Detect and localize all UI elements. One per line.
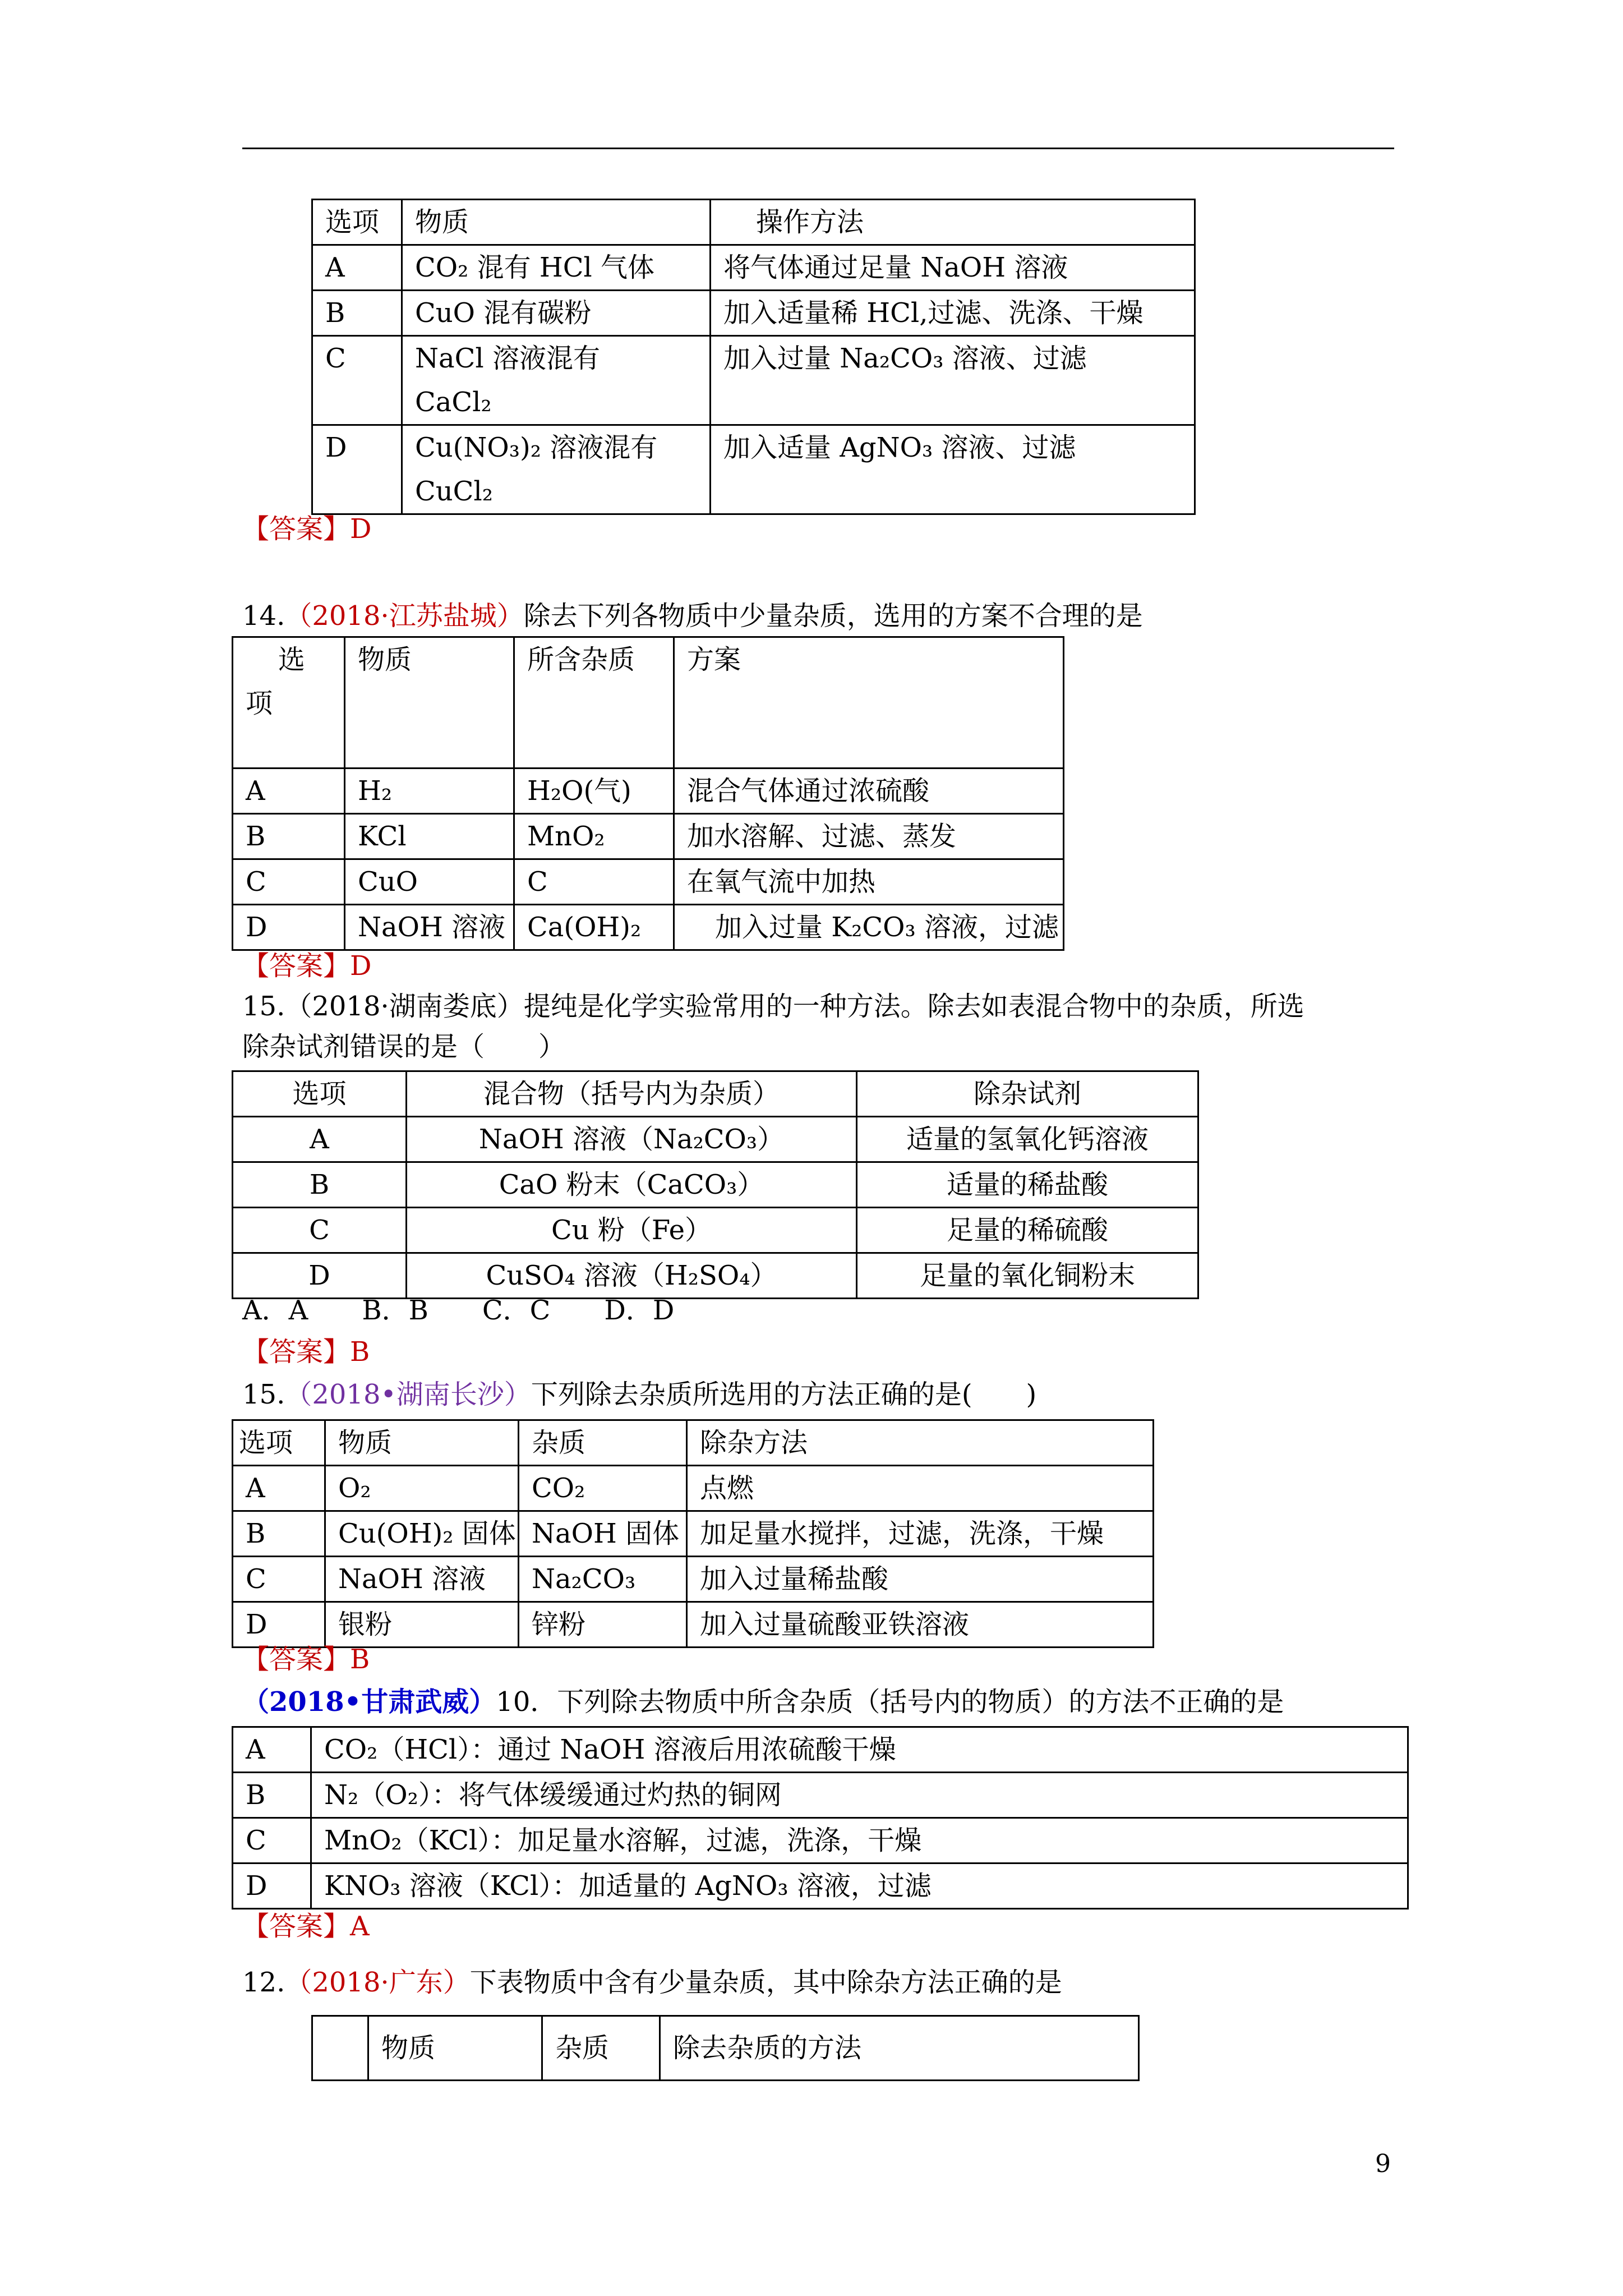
table-cell: 足量的稀硫酸 — [857, 1208, 1198, 1253]
table-cell: Na₂CO₃ — [519, 1557, 687, 1602]
table-cell: 加入适量稀 HCl,过滤、洗涤、干燥 — [711, 291, 1195, 336]
table-cell: 选项 — [233, 1420, 325, 1466]
table-cell: 杂质 — [519, 1420, 687, 1466]
question-stem: 10．下列除去物质中所含杂质（括号内的物质）的方法不正确的是 — [496, 1686, 1284, 1718]
table-row — [233, 1117, 1198, 1162]
table-row — [312, 291, 1195, 336]
table-cell: 所含杂质 — [514, 637, 674, 769]
table-cell: D — [233, 1602, 325, 1648]
table-cell — [674, 905, 1064, 950]
table-cell: CuSO₄ 溶液（H₂SO₄） — [407, 1253, 857, 1299]
table-cell: C — [312, 336, 402, 425]
q12-table — [311, 2015, 1140, 2081]
table-cell: D — [233, 1253, 407, 1299]
question-15b — [242, 1378, 1036, 1411]
table-row — [233, 905, 1064, 950]
table-cell: 混合物（括号内为杂质） — [407, 1071, 857, 1117]
table-cell: A — [312, 245, 402, 291]
table-cell: 将气体通过足量 NaOH 溶液 — [711, 245, 1195, 291]
table-cell: MnO₂ — [514, 814, 674, 859]
question-source: （2018•甘肃武威） — [242, 1686, 496, 1718]
table-row — [233, 1818, 1408, 1864]
question-source: （2018·江苏盐城） — [285, 600, 524, 632]
table-cell: CuO 混有碳粉 — [402, 291, 711, 336]
header-rule — [242, 148, 1394, 149]
table-cell — [402, 336, 711, 425]
table-cell: Cu 粉（Fe） — [407, 1208, 857, 1253]
table-cell — [233, 637, 345, 769]
table-cell: CO₂（HCl）：通过 NaOH 溶液后用浓硫酸干燥 — [311, 1727, 1408, 1773]
question-14 — [242, 599, 1143, 633]
answer: 【答案】A — [242, 1911, 370, 1942]
table-cell: C — [514, 859, 674, 905]
cell-line: Cu(NO₃)₂ 溶液混有 — [415, 432, 658, 463]
answer: 【答案】B — [242, 1336, 370, 1368]
table-cell: 加足量水搅拌，过滤，洗涤，干燥 — [687, 1511, 1154, 1557]
q15b-table — [232, 1419, 1154, 1648]
table-cell: A — [233, 1466, 325, 1511]
table-cell: KNO₃ 溶液（KCl）：加适量的 AgNO₃ 溶液，过滤 — [311, 1864, 1408, 1909]
table-row — [233, 859, 1064, 905]
table-cell: 加入过量 Na₂CO₃ 溶液、过滤 — [711, 336, 1195, 425]
table-cell-text: 操作方法 — [756, 206, 864, 238]
table-cell: D — [233, 905, 345, 950]
table-cell: 加入过量稀盐酸 — [687, 1557, 1154, 1602]
table-cell: MnO₂（KCl）：加足量水溶解，过滤，洗涤，干燥 — [311, 1818, 1408, 1864]
answer: 【答案】B — [242, 1644, 370, 1675]
table-cell — [402, 425, 711, 514]
table-cell: 适量的氢氧化钙溶液 — [857, 1117, 1198, 1162]
table-cell: B — [312, 291, 402, 336]
table-row — [233, 1162, 1198, 1208]
cell-line: CuCl₂ — [415, 476, 493, 507]
table-cell: A — [233, 1117, 407, 1162]
table-cell: H₂ — [345, 769, 514, 814]
cell-line: NaCl 溶液混有 — [415, 343, 600, 374]
table-cell: CaO 粉末（CaCO₃） — [407, 1162, 857, 1208]
table-row — [233, 1557, 1154, 1602]
table-cell: N₂（O₂）：将气体缓缓通过灼热的铜网 — [311, 1773, 1408, 1818]
table-cell: 物质 — [345, 637, 514, 769]
answer: 【答案】D — [242, 513, 372, 545]
table-cell: 除杂方法 — [687, 1420, 1154, 1466]
q10-table — [232, 1726, 1409, 1910]
table-cell: 物质 — [325, 1420, 519, 1466]
table-row — [233, 1864, 1408, 1909]
answer-options: A．A B．B C．C D．D — [242, 1295, 675, 1326]
table-cell: CO₂ — [519, 1466, 687, 1511]
table-cell: C — [233, 1208, 407, 1253]
table-cell: 足量的氧化铜粉末 — [857, 1253, 1198, 1299]
table-cell: 加水溶解、过滤、蒸发 — [674, 814, 1064, 859]
page-number: 9 — [1375, 2150, 1391, 2178]
question-number: 14. — [242, 600, 285, 632]
table-cell: D — [312, 425, 402, 514]
table-header-row — [233, 1420, 1154, 1466]
table-cell: Ca(OH)₂ — [514, 905, 674, 950]
table-header-row — [233, 1071, 1198, 1117]
table-row — [233, 1727, 1408, 1773]
table-cell: 混合气体通过浓硫酸 — [674, 769, 1064, 814]
table-cell: 选项 — [312, 200, 402, 245]
q14-table — [232, 636, 1064, 951]
table-header-row — [312, 2016, 1139, 2081]
cell-line: 项 — [246, 688, 273, 719]
table-cell: 物质 — [368, 2016, 542, 2081]
table-cell: CuO — [345, 859, 514, 905]
table-row — [233, 1773, 1408, 1818]
table-cell: A — [233, 1727, 311, 1773]
table-cell: NaOH 溶液（Na₂CO₃） — [407, 1117, 857, 1162]
table-row — [233, 814, 1064, 859]
table-cell: KCl — [345, 814, 514, 859]
table-cell: 除去杂质的方法 — [660, 2016, 1139, 2081]
table-header-row — [233, 637, 1064, 769]
table-cell: B — [233, 1773, 311, 1818]
question-source: （2018·广东） — [285, 1967, 470, 1998]
table-cell: 锌粉 — [519, 1602, 687, 1648]
question-15-line2: 除杂试剂错误的是（ ） — [242, 1031, 566, 1062]
table-cell: 适量的稀盐酸 — [857, 1162, 1198, 1208]
table-cell: O₂ — [325, 1466, 519, 1511]
table-cell — [312, 2016, 368, 2081]
question-stem: 下列除去杂质所选用的方法正确的是( ) — [531, 1379, 1037, 1410]
table-row — [233, 1466, 1154, 1511]
table-cell-text: 加入过量 K₂CO₃ 溶液，过滤 — [715, 912, 1059, 943]
table-cell: C — [233, 1557, 325, 1602]
q13-table — [311, 199, 1196, 515]
table-cell: Cu(OH)₂ 固体 — [325, 1511, 519, 1557]
table-cell: B — [233, 1511, 325, 1557]
cell-line: CaCl₂ — [415, 386, 492, 418]
table-cell: C — [233, 859, 345, 905]
table-cell: D — [233, 1864, 311, 1909]
table-row — [233, 1253, 1198, 1299]
table-cell: A — [233, 769, 345, 814]
question-stem: 下表物质中含有少量杂质，其中除杂方法正确的是 — [469, 1967, 1062, 1998]
table-cell: CO₂ 混有 HCl 气体 — [402, 245, 711, 291]
table-cell: NaOH 溶液 — [325, 1557, 519, 1602]
table-row — [312, 425, 1195, 514]
question-15-line1: 15.（2018·湖南娄底）提纯是化学实验常用的一种方法。除去如表混合物中的杂质，所选 — [242, 991, 1304, 1022]
table-row — [233, 1511, 1154, 1557]
question-number: 12. — [242, 1967, 285, 1998]
question-number: 15. — [242, 1379, 285, 1410]
table-cell: 选项 — [233, 1071, 407, 1117]
question-12 — [242, 1966, 1062, 1999]
table-header-row — [312, 200, 1195, 245]
cell-line: 选 — [278, 644, 306, 675]
table-cell: 杂质 — [542, 2016, 660, 2081]
question-source: （2018•湖南长沙） — [285, 1379, 531, 1410]
table-row — [312, 245, 1195, 291]
q15a-table — [232, 1070, 1199, 1299]
table-row — [312, 336, 1195, 425]
table-row — [233, 1208, 1198, 1253]
question-10 — [242, 1685, 1284, 1719]
table-cell: 加入适量 AgNO₃ 溶液、过滤 — [711, 425, 1195, 514]
answer: 【答案】D — [242, 950, 372, 982]
table-cell: B — [233, 814, 345, 859]
table-cell: NaOH 溶液 — [345, 905, 514, 950]
table-cell: B — [233, 1162, 407, 1208]
table-cell: 方案 — [674, 637, 1064, 769]
table-cell: 加入过量硫酸亚铁溶液 — [687, 1602, 1154, 1648]
table-cell: 在氧气流中加热 — [674, 859, 1064, 905]
question-stem: 除去下列各物质中少量杂质，选用的方案不合理的是 — [523, 600, 1143, 632]
table-cell: 物质 — [402, 200, 711, 245]
table-cell: 银粉 — [325, 1602, 519, 1648]
table-cell — [711, 200, 1195, 245]
table-row — [233, 769, 1064, 814]
table-cell: C — [233, 1818, 311, 1864]
table-cell: 除杂试剂 — [857, 1071, 1198, 1117]
table-row — [233, 1602, 1154, 1648]
table-cell: NaOH 固体 — [519, 1511, 687, 1557]
table-cell: 点燃 — [687, 1466, 1154, 1511]
table-cell: H₂O(气) — [514, 769, 674, 814]
